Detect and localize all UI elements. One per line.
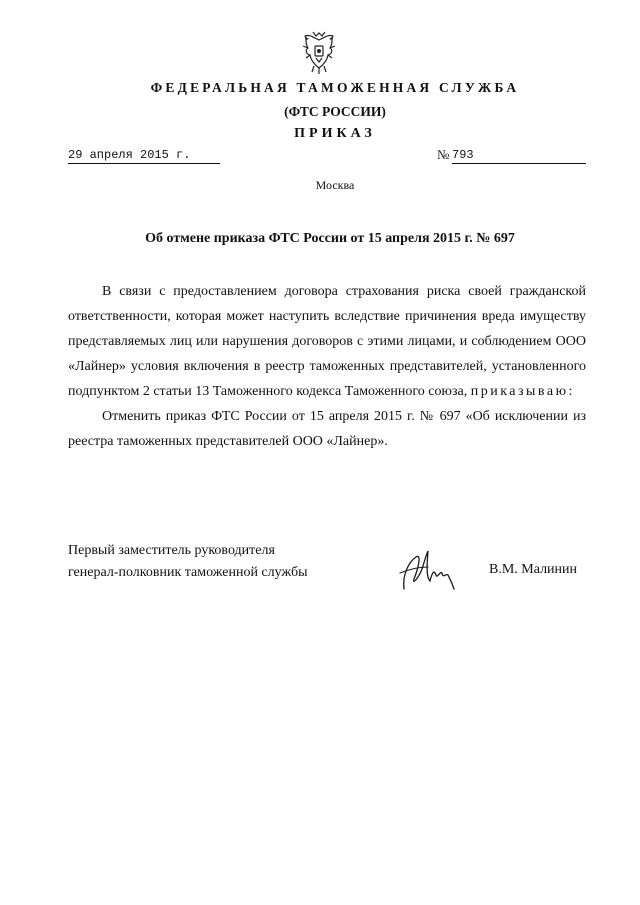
body-paragraph-1-text: В связи с предоставлением договора страхования риска своей гражданской ответственности, которая может наступить вследствие причинения вреда имуществу представляемых лиц или нарушения договоров с этими лицами, и соблюдением ООО «Лайнер» условия включения в реестр таможенных представителей, установленного подпунктом 2 статьи 13 Таможенного кодекса Таможенного союза, <box>68 284 586 399</box>
order-body <box>68 279 586 454</box>
issue-city: Москва <box>315 178 355 192</box>
body-paragraph-2: Отменить приказ ФТС России от 15 апреля 2015 г. № 697 «Об исключении из реестра таможенных представителей ООО «Лайнер». <box>68 409 586 449</box>
order-date: 29 апреля 2015 г. <box>68 148 220 164</box>
document-type: ПРИКАЗ <box>294 126 376 141</box>
order-number: 793 <box>452 148 586 164</box>
order-number-label: № <box>437 147 450 162</box>
order-word: приказываю: <box>470 384 575 399</box>
handwritten-signature <box>396 543 460 595</box>
signatory-position-line-1: Первый заместитель руководителя <box>68 543 275 558</box>
signatory-position <box>68 540 307 584</box>
body-paragraph-1 <box>68 279 586 404</box>
signatory-name: В.М. Малинин <box>489 562 578 577</box>
agency-abbreviation: (ФТС РОССИИ) <box>284 104 386 119</box>
signatory-position-line-2: генерал-полковник таможенной службы <box>68 565 308 580</box>
order-title: Об отмене приказа ФТС России от 15 апреля 2015 г. № 697 <box>145 231 515 246</box>
agency-name: ФЕДЕРАЛЬНАЯ ТАМОЖЕННАЯ СЛУЖБА <box>150 80 520 95</box>
coat-of-arms-emblem <box>296 28 342 76</box>
